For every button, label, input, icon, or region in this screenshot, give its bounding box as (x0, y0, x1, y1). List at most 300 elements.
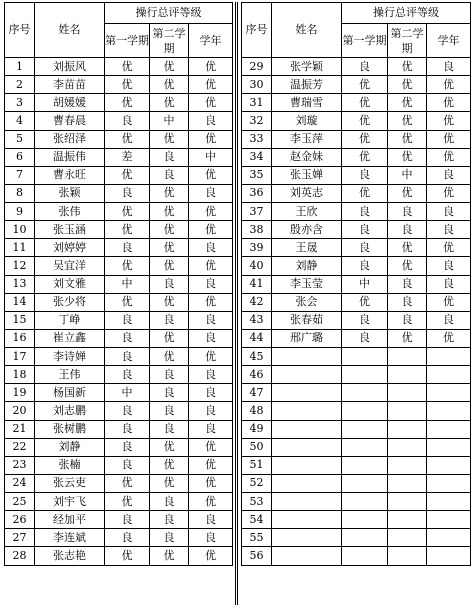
row-year-cell: 良 (427, 257, 471, 275)
row-year-cell (427, 420, 471, 438)
table-row (242, 293, 471, 311)
row-term2-cell (388, 366, 427, 384)
row-term1-cell: 良 (342, 257, 388, 275)
table-row (5, 420, 233, 438)
table-row (5, 384, 233, 402)
row-year-cell: 优 (189, 257, 233, 275)
row-name-cell: 张楠 (35, 456, 105, 474)
row-term1-cell: 优 (105, 221, 150, 239)
table-row (5, 76, 233, 94)
header-term1: 第一学期 (105, 24, 150, 58)
row-term1-cell (342, 402, 388, 420)
roster-table-right (241, 2, 471, 566)
row-term1-cell: 优 (342, 293, 388, 311)
row-term2-cell: 优 (150, 239, 189, 257)
row-seq-cell: 22 (5, 438, 35, 456)
row-term1-cell: 良 (342, 329, 388, 347)
row-name-cell: 曹春晨 (35, 112, 105, 130)
row-term1-cell: 良 (105, 511, 150, 529)
table-row (242, 130, 471, 148)
row-term2-cell: 优 (388, 130, 427, 148)
row-term2-cell: 优 (150, 547, 189, 565)
roster-sheet (4, 2, 470, 605)
row-seq-cell: 29 (242, 58, 272, 76)
row-term1-cell: 优 (105, 257, 150, 275)
row-term1-cell (342, 474, 388, 492)
table-row (5, 275, 233, 293)
row-term1-cell: 优 (105, 166, 150, 184)
row-year-cell: 良 (189, 112, 233, 130)
row-seq-cell: 28 (5, 547, 35, 565)
row-seq-cell: 5 (5, 130, 35, 148)
header-rating: 操行总评等级 (105, 3, 233, 24)
row-year-cell: 优 (189, 94, 233, 112)
row-year-cell: 中 (189, 148, 233, 166)
table-row (5, 547, 233, 565)
row-name-cell: 吴宜洋 (35, 257, 105, 275)
row-year-cell: 良 (427, 203, 471, 221)
table-row (242, 184, 471, 202)
table-row (5, 112, 233, 130)
row-term2-cell: 良 (150, 529, 189, 547)
row-seq-cell: 42 (242, 293, 272, 311)
row-name-cell: 张绍泽 (35, 130, 105, 148)
table-row (242, 511, 471, 529)
row-name-cell: 刘志鹏 (35, 402, 105, 420)
row-term1-cell: 良 (105, 438, 150, 456)
row-term2-cell: 优 (150, 184, 189, 202)
table-row (242, 112, 471, 130)
row-year-cell: 优 (189, 221, 233, 239)
header-name: 姓名 (272, 3, 342, 58)
row-term1-cell (342, 420, 388, 438)
row-name-cell (272, 456, 342, 474)
header-seq: 序号 (5, 3, 35, 58)
row-term2-cell (388, 547, 427, 565)
row-name-cell: 张少将 (35, 293, 105, 311)
row-year-cell (427, 438, 471, 456)
row-term2-cell: 优 (388, 112, 427, 130)
row-term2-cell: 优 (388, 58, 427, 76)
row-name-cell: 李玉莹 (272, 275, 342, 293)
row-term1-cell: 优 (105, 547, 150, 565)
row-seq-cell: 30 (242, 76, 272, 94)
row-term1-cell: 良 (342, 58, 388, 76)
table-row (242, 529, 471, 547)
row-term1-cell: 优 (342, 94, 388, 112)
table-row (242, 493, 471, 511)
row-name-cell: 张学颖 (272, 58, 342, 76)
row-name-cell (272, 366, 342, 384)
row-seq-cell: 34 (242, 148, 272, 166)
row-term2-cell (388, 438, 427, 456)
row-term1-cell: 良 (342, 203, 388, 221)
row-term2-cell: 优 (388, 329, 427, 347)
table-row (5, 329, 233, 347)
row-year-cell: 优 (427, 239, 471, 257)
row-term2-cell (388, 348, 427, 366)
row-term1-cell: 良 (105, 329, 150, 347)
table-row (5, 293, 233, 311)
row-name-cell: 刘婷婷 (35, 239, 105, 257)
row-term1-cell: 优 (105, 94, 150, 112)
row-term1-cell: 良 (105, 311, 150, 329)
row-year-cell: 良 (189, 239, 233, 257)
row-name-cell: 曹永旺 (35, 166, 105, 184)
row-year-cell: 优 (189, 456, 233, 474)
row-term1-cell: 良 (105, 456, 150, 474)
row-term2-cell: 良 (388, 293, 427, 311)
row-name-cell: 张颖 (35, 184, 105, 202)
table-row (242, 420, 471, 438)
row-term1-cell (342, 384, 388, 402)
row-term1-cell: 良 (342, 311, 388, 329)
row-term1-cell: 良 (342, 239, 388, 257)
row-term2-cell (388, 420, 427, 438)
row-year-cell: 优 (189, 438, 233, 456)
header-name: 姓名 (35, 3, 105, 58)
row-seq-cell: 21 (5, 420, 35, 438)
row-term1-cell (342, 493, 388, 511)
row-term1-cell: 良 (105, 529, 150, 547)
row-term2-cell (388, 456, 427, 474)
row-term2-cell: 优 (150, 456, 189, 474)
row-term2-cell: 优 (150, 94, 189, 112)
row-seq-cell: 56 (242, 547, 272, 565)
row-term2-cell: 良 (150, 384, 189, 402)
row-term1-cell: 优 (105, 130, 150, 148)
row-term1-cell: 优 (105, 58, 150, 76)
row-seq-cell: 51 (242, 456, 272, 474)
row-name-cell (272, 384, 342, 402)
row-term1-cell: 良 (105, 366, 150, 384)
row-year-cell: 良 (189, 184, 233, 202)
row-seq-cell: 48 (242, 402, 272, 420)
row-term2-cell (388, 511, 427, 529)
table-row (242, 311, 471, 329)
row-year-cell: 优 (427, 184, 471, 202)
row-term1-cell (342, 456, 388, 474)
row-name-cell (272, 493, 342, 511)
row-term2-cell: 良 (388, 275, 427, 293)
header-term2: 第二学期 (150, 24, 189, 58)
row-year-cell: 优 (427, 94, 471, 112)
row-name-cell: 张云吏 (35, 474, 105, 492)
table-row (242, 76, 471, 94)
row-seq-cell: 27 (5, 529, 35, 547)
row-seq-cell: 23 (5, 456, 35, 474)
row-year-cell: 良 (427, 221, 471, 239)
row-name-cell: 刘静 (35, 438, 105, 456)
row-name-cell: 赵金妹 (272, 148, 342, 166)
row-name-cell: 殷亦含 (272, 221, 342, 239)
row-name-cell: 李连斌 (35, 529, 105, 547)
table-row (242, 94, 471, 112)
row-name-cell: 刘文雅 (35, 275, 105, 293)
row-year-cell: 优 (427, 329, 471, 347)
row-seq-cell: 47 (242, 384, 272, 402)
row-year-cell: 优 (189, 493, 233, 511)
row-seq-cell: 55 (242, 529, 272, 547)
table-row (5, 257, 233, 275)
header-term1: 第一学期 (342, 24, 388, 58)
row-name-cell: 张志艳 (35, 547, 105, 565)
row-term1-cell: 中 (342, 275, 388, 293)
row-term2-cell: 优 (150, 203, 189, 221)
row-name-cell: 胡媛媛 (35, 94, 105, 112)
row-seq-cell: 11 (5, 239, 35, 257)
table-row (5, 58, 233, 76)
row-year-cell: 优 (189, 348, 233, 366)
table-row (242, 329, 471, 347)
row-term1-cell: 良 (105, 184, 150, 202)
row-term1-cell (342, 547, 388, 565)
row-term2-cell: 优 (150, 329, 189, 347)
table-row (242, 366, 471, 384)
table-row (242, 221, 471, 239)
row-term2-cell: 优 (150, 76, 189, 94)
row-term2-cell: 优 (150, 293, 189, 311)
row-name-cell: 刘宇飞 (35, 493, 105, 511)
row-seq-cell: 14 (5, 293, 35, 311)
table-row (5, 148, 233, 166)
row-name-cell: 刘英志 (272, 184, 342, 202)
row-seq-cell: 24 (5, 474, 35, 492)
row-term1-cell (342, 529, 388, 547)
table-row (5, 511, 233, 529)
row-name-cell: 丁峥 (35, 311, 105, 329)
row-name-cell: 李玉萍 (272, 130, 342, 148)
table-row (5, 348, 233, 366)
row-name-cell (272, 529, 342, 547)
row-term2-cell: 良 (150, 311, 189, 329)
row-term1-cell: 优 (342, 184, 388, 202)
row-year-cell: 优 (189, 547, 233, 565)
row-year-cell: 优 (189, 203, 233, 221)
row-year-cell: 优 (189, 58, 233, 76)
row-seq-cell: 50 (242, 438, 272, 456)
row-term2-cell: 优 (388, 76, 427, 94)
row-year-cell: 良 (189, 275, 233, 293)
row-term1-cell: 优 (342, 76, 388, 94)
row-name-cell: 张春茹 (272, 311, 342, 329)
row-term2-cell: 优 (388, 94, 427, 112)
row-year-cell: 良 (189, 366, 233, 384)
row-name-cell: 刘振风 (35, 58, 105, 76)
header-rating: 操行总评等级 (342, 3, 471, 24)
table-row (242, 402, 471, 420)
row-name-cell: 张伟 (35, 203, 105, 221)
row-term2-cell: 优 (150, 348, 189, 366)
row-seq-cell: 39 (242, 239, 272, 257)
row-name-cell: 温振伟 (35, 148, 105, 166)
row-seq-cell: 38 (242, 221, 272, 239)
table-row (242, 474, 471, 492)
row-year-cell (427, 547, 471, 565)
table-row (5, 438, 233, 456)
header-term2: 第二学期 (388, 24, 427, 58)
row-seq-cell: 36 (242, 184, 272, 202)
row-year-cell: 良 (189, 311, 233, 329)
row-name-cell: 曹瑞雪 (272, 94, 342, 112)
table-row (242, 456, 471, 474)
table-row (242, 203, 471, 221)
row-term2-cell: 良 (150, 148, 189, 166)
row-seq-cell: 7 (5, 166, 35, 184)
row-term1-cell: 优 (105, 203, 150, 221)
row-seq-cell: 45 (242, 348, 272, 366)
row-name-cell: 刘璇 (272, 112, 342, 130)
row-term2-cell (388, 493, 427, 511)
row-term2-cell: 优 (388, 239, 427, 257)
table-row (5, 166, 233, 184)
row-year-cell: 良 (427, 58, 471, 76)
table-row (242, 547, 471, 565)
row-name-cell: 杨国新 (35, 384, 105, 402)
row-year-cell: 优 (189, 166, 233, 184)
row-year-cell: 优 (427, 293, 471, 311)
row-seq-cell: 18 (5, 366, 35, 384)
row-year-cell: 良 (189, 511, 233, 529)
row-term2-cell: 优 (388, 257, 427, 275)
table-row (242, 384, 471, 402)
header-year: 学年 (189, 24, 233, 58)
row-term1-cell: 优 (105, 493, 150, 511)
row-seq-cell: 52 (242, 474, 272, 492)
row-term1-cell: 优 (342, 148, 388, 166)
row-seq-cell: 25 (5, 493, 35, 511)
row-name-cell (272, 511, 342, 529)
row-seq-cell: 9 (5, 203, 35, 221)
row-name-cell: 李诗婵 (35, 348, 105, 366)
row-year-cell (427, 348, 471, 366)
row-name-cell: 王晟 (272, 239, 342, 257)
row-term2-cell (388, 474, 427, 492)
row-seq-cell: 13 (5, 275, 35, 293)
row-year-cell: 优 (189, 293, 233, 311)
table-row (5, 184, 233, 202)
row-term2-cell: 良 (388, 221, 427, 239)
row-name-cell: 张会 (272, 293, 342, 311)
row-year-cell: 优 (189, 474, 233, 492)
row-name-cell: 张树鹏 (35, 420, 105, 438)
row-name-cell (272, 547, 342, 565)
table-row (5, 474, 233, 492)
row-seq-cell: 46 (242, 366, 272, 384)
row-term1-cell (342, 511, 388, 529)
row-term2-cell: 良 (150, 275, 189, 293)
row-name-cell: 王欣 (272, 203, 342, 221)
table-row (5, 94, 233, 112)
table-row (5, 529, 233, 547)
row-year-cell (427, 529, 471, 547)
row-term2-cell: 良 (150, 366, 189, 384)
row-term2-cell: 良 (150, 493, 189, 511)
row-term1-cell: 良 (342, 166, 388, 184)
row-term1-cell (342, 348, 388, 366)
table-row (242, 148, 471, 166)
row-term2-cell: 优 (388, 184, 427, 202)
table-row (242, 257, 471, 275)
row-seq-cell: 16 (5, 329, 35, 347)
row-term2-cell: 优 (150, 438, 189, 456)
row-year-cell: 优 (427, 76, 471, 94)
row-term1-cell: 优 (105, 474, 150, 492)
row-term1-cell: 优 (105, 76, 150, 94)
row-term2-cell: 优 (150, 58, 189, 76)
row-term1-cell: 良 (105, 112, 150, 130)
table-row (5, 493, 233, 511)
table-row (242, 275, 471, 293)
row-term2-cell: 中 (388, 166, 427, 184)
row-term1-cell: 优 (342, 130, 388, 148)
table-row (5, 366, 233, 384)
row-seq-cell: 20 (5, 402, 35, 420)
row-year-cell: 良 (189, 384, 233, 402)
header-seq: 序号 (242, 3, 272, 58)
table-row (5, 130, 233, 148)
row-term1-cell: 良 (105, 420, 150, 438)
row-name-cell: 刘静 (272, 257, 342, 275)
table-row (242, 239, 471, 257)
row-seq-cell: 6 (5, 148, 35, 166)
row-name-cell (272, 474, 342, 492)
row-seq-cell: 33 (242, 130, 272, 148)
row-term2-cell: 良 (150, 402, 189, 420)
row-term1-cell (342, 366, 388, 384)
table-row (5, 402, 233, 420)
table-row (5, 221, 233, 239)
row-year-cell: 良 (189, 420, 233, 438)
row-term1-cell: 优 (342, 112, 388, 130)
row-year-cell: 优 (189, 130, 233, 148)
row-term1-cell: 中 (105, 384, 150, 402)
row-name-cell: 温振芳 (272, 76, 342, 94)
row-seq-cell: 41 (242, 275, 272, 293)
table-row (5, 239, 233, 257)
row-seq-cell: 35 (242, 166, 272, 184)
row-term1-cell: 差 (105, 148, 150, 166)
row-year-cell: 优 (427, 130, 471, 148)
row-seq-cell: 12 (5, 257, 35, 275)
row-term1-cell: 良 (342, 221, 388, 239)
row-seq-cell: 49 (242, 420, 272, 438)
row-seq-cell: 32 (242, 112, 272, 130)
row-year-cell (427, 384, 471, 402)
row-name-cell: 王伟 (35, 366, 105, 384)
row-year-cell: 良 (189, 329, 233, 347)
row-year-cell (427, 456, 471, 474)
row-term2-cell: 良 (150, 420, 189, 438)
row-name-cell (272, 348, 342, 366)
table-row (5, 203, 233, 221)
row-seq-cell: 43 (242, 311, 272, 329)
row-seq-cell: 53 (242, 493, 272, 511)
header-year: 学年 (427, 24, 471, 58)
row-name-cell (272, 420, 342, 438)
row-year-cell (427, 402, 471, 420)
row-name-cell: 张玉婵 (272, 166, 342, 184)
row-seq-cell: 8 (5, 184, 35, 202)
row-term2-cell: 良 (388, 311, 427, 329)
row-year-cell: 良 (189, 529, 233, 547)
row-term1-cell: 良 (105, 239, 150, 257)
row-year-cell (427, 511, 471, 529)
row-term1-cell: 优 (105, 293, 150, 311)
row-seq-cell: 37 (242, 203, 272, 221)
table-divider (235, 2, 238, 605)
row-term2-cell: 优 (150, 130, 189, 148)
